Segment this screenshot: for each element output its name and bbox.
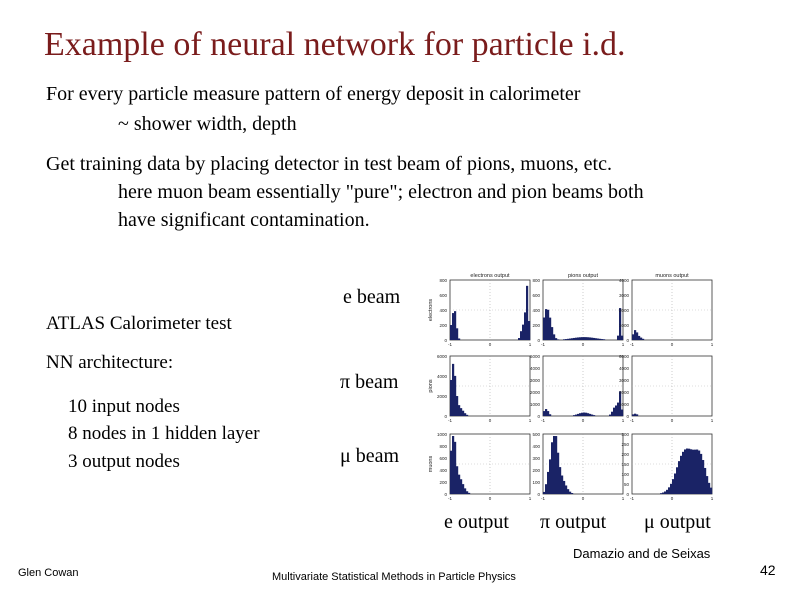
histogram-bar [561,476,563,494]
histogram-bar [684,449,686,494]
y-tick-label: 400 [532,444,540,449]
histogram-bar [621,336,623,340]
x-tick-label: 0 [581,496,585,501]
x-tick-label: -1 [629,496,635,501]
y-tick-label: 4000 [529,366,540,371]
x-tick-label: 0 [670,496,674,501]
y-tick-label: 1000 [618,402,629,407]
histogram-bar [563,339,565,340]
histogram-bar [528,321,530,340]
y-tick-label: 0 [444,492,447,497]
x-tick-label: 0 [488,342,492,347]
y-tick-label: 2000 [436,394,447,399]
histogram-bar [674,473,676,494]
histogram-bar [710,488,712,494]
bullet-line-1: For every particle measure pattern of energy deposit in calorimeter [46,83,581,105]
histogram-figure [420,268,726,504]
page-number: 42 [760,562,776,578]
histogram-bar [682,452,684,494]
y-tick-label: 400 [439,308,447,313]
histogram-bar [577,414,579,416]
histogram-bar [615,405,617,416]
histogram-bar [464,413,466,416]
histogram-bar [589,414,591,416]
histogram-bar [585,337,587,340]
histogram-bar [458,338,460,340]
histogram-bar [545,409,547,416]
histogram-bar [617,336,619,340]
y-tick-label: 200 [439,323,447,328]
histogram-bar [700,454,702,494]
x-tick-label: 1 [621,418,625,423]
histogram-bar [571,338,573,340]
histogram-bar [573,338,575,340]
histogram-bar [577,337,579,340]
histogram-bar [591,415,593,416]
histogram-bar [642,339,644,340]
histogram-bar [579,413,581,416]
histogram-bar [575,338,577,340]
y-tick-label: 2000 [618,308,629,313]
y-tick-label: 500 [532,432,540,437]
histogram-bar [549,414,551,416]
histogram-bar [676,467,678,494]
column-title: muons output [655,273,689,279]
x-tick-label: 1 [528,418,532,423]
histogram-bar [571,493,573,494]
y-tick-label: 0 [444,338,447,343]
histogram-bar [520,331,522,340]
y-tick-label: 200 [439,480,447,485]
histogram-bar [636,414,638,416]
histogram-bar [636,332,638,340]
histogram-bar [547,411,549,416]
histogram-bar [456,328,458,340]
y-tick-label: 6000 [529,354,540,359]
nn-architecture-label: NN architecture: [46,352,174,373]
beam-label-pi: π beam [340,371,399,393]
nn-output-histogram-grid [420,268,726,504]
y-tick-label: 600 [532,293,540,298]
y-tick-label: 1000 [618,323,629,328]
node-line-1: 10 input nodes [68,396,180,417]
x-tick-label: -1 [540,418,546,423]
x-tick-label: -1 [629,418,635,423]
histogram-bar [621,410,623,416]
x-tick-label: 0 [670,342,674,347]
histogram-bar [583,413,585,416]
histogram-bar [462,484,464,494]
histogram-bar [452,364,454,416]
histogram-bar [569,339,571,340]
histogram-bar [573,415,575,416]
histogram-bar [543,318,545,340]
y-tick-label: 100 [532,480,540,485]
histogram-bar [688,449,690,494]
y-tick-label: 600 [439,293,447,298]
x-tick-label: 1 [621,496,625,501]
output-label-pi: π output [540,511,607,533]
slide-title: Example of neural network for particle i.d. [44,26,626,63]
y-tick-label: 0 [537,414,540,419]
y-tick-label: 200 [532,323,540,328]
y-tick-label: 1000 [529,402,540,407]
histogram-bar [450,325,452,340]
y-tick-label: 0 [537,492,540,497]
histogram-bar [611,412,613,416]
histogram-bar [526,286,528,340]
histogram-bar [660,493,662,494]
y-tick-label: 100 [621,472,629,477]
histogram-bar [668,487,670,494]
histogram-bar [567,339,569,340]
footer-author: Glen Cowan [18,567,79,579]
y-tick-label: 150 [621,462,629,467]
bullet-line-2-sub1: here muon beam essentially "pure"; electron and pion beams both [118,181,644,203]
histogram-bar [458,405,460,416]
histogram-bar [609,415,611,416]
histogram-bar [585,413,587,416]
histogram-bar [565,339,567,340]
y-tick-label: 6000 [436,354,447,359]
histogram-bar [597,339,599,340]
histogram-bar [522,325,524,340]
y-tick-label: 800 [439,444,447,449]
column-title: pions output [568,273,598,279]
x-tick-label: -1 [447,342,453,347]
column-title: electrons output [470,273,510,279]
bullet-line-2-sub2: have significant contamination. [118,209,370,231]
histogram-bar [581,413,583,416]
histogram-bar [678,461,680,494]
histogram-bar [702,460,704,494]
histogram-bar [557,339,559,340]
histogram-bar [581,337,583,340]
histogram-bar [704,468,706,494]
histogram-bar [543,411,545,416]
histogram-bar [454,442,456,494]
y-tick-label: 800 [532,278,540,283]
beam-label-e: e beam [343,286,401,308]
x-tick-label: -1 [540,496,546,501]
histogram-bar [543,492,545,494]
histogram-bar [694,450,696,494]
y-tick-label: 200 [532,468,540,473]
histogram-bar [587,413,589,416]
y-tick-label: 4000 [618,278,629,283]
histogram-bar [640,338,642,340]
histogram-bar [551,442,553,494]
histogram-bar [708,483,710,494]
histogram-bar [686,449,688,494]
histogram-bar [670,484,672,494]
histogram-bar [450,380,452,416]
histogram-bar [460,408,462,416]
row-label: electrons [428,298,434,322]
histogram-bar [454,376,456,416]
histogram-bar [634,414,636,416]
histogram-bar [706,476,708,494]
x-tick-label: 1 [621,342,625,347]
y-tick-label: 0 [626,414,629,419]
histogram-bar [575,415,577,416]
x-tick-label: 0 [488,418,492,423]
histogram-bar [462,411,464,416]
output-label-mu: μ output [644,511,711,533]
y-tick-label: 3000 [529,378,540,383]
histogram-bar [557,453,559,494]
x-tick-label: -1 [629,342,635,347]
x-tick-label: -1 [540,342,546,347]
y-tick-label: 300 [532,456,540,461]
histogram-bar [583,337,585,340]
histogram-bar [456,396,458,416]
histogram-bar [579,337,581,340]
y-tick-label: 300 [621,432,629,437]
histogram-bar [518,338,520,340]
x-tick-label: 0 [581,418,585,423]
histogram-bar [545,484,547,494]
beam-label-mu: μ beam [340,445,400,467]
histogram-bar [632,414,634,416]
y-tick-label: 0 [626,338,629,343]
histogram-bar [555,436,557,494]
histogram-bar [468,493,470,494]
y-tick-label: 800 [439,278,447,283]
histogram-bar [524,312,526,340]
x-tick-label: 1 [528,496,532,501]
histogram-bar [553,334,555,340]
histogram-bar [593,338,595,340]
histogram-bar [565,485,567,494]
x-tick-label: -1 [447,496,453,501]
histogram-bar [466,415,468,416]
y-tick-label: 0 [626,492,629,497]
y-tick-label: 4000 [436,374,447,379]
histogram-bar [666,490,668,494]
y-tick-label: 0 [537,338,540,343]
atlas-label: ATLAS Calorimeter test [46,313,232,334]
histogram-bar [450,451,452,494]
bullet-line-2: Get training data by placing detector in test beam of pions, muons, etc. [46,153,612,175]
x-tick-label: 1 [710,342,714,347]
histogram-bar [547,310,549,340]
histogram-bar [662,493,664,494]
histogram-bar [692,450,694,494]
y-tick-label: 6000 [618,354,629,359]
bullet-line-1-sub: ~ shower width, depth [118,113,297,135]
histogram-bar [569,492,571,494]
histogram-bar [632,334,634,340]
histogram-bar [549,318,551,340]
y-tick-label: 2000 [618,390,629,395]
histogram-bar [563,481,565,494]
x-tick-label: -1 [447,418,453,423]
y-tick-label: 400 [532,308,540,313]
histogram-bar [559,467,561,494]
x-tick-label: 1 [528,342,532,347]
histogram-bar [460,479,462,494]
histogram-bar [672,479,674,494]
histogram-bar [593,415,595,416]
y-tick-label: 0 [444,414,447,419]
histogram-bar [680,456,682,494]
histogram-bar [456,466,458,494]
x-tick-label: 1 [710,496,714,501]
y-tick-label: 1000 [436,432,447,437]
y-tick-label: 400 [439,468,447,473]
x-tick-label: 0 [581,342,585,347]
row-label: muons [428,455,434,473]
histogram-bar [454,311,456,340]
histogram-bar [551,327,553,340]
y-tick-label: 250 [621,442,629,447]
x-tick-label: 0 [670,418,674,423]
histogram-bar [589,337,591,340]
histogram-bar [591,338,593,340]
y-tick-label: 4000 [618,366,629,371]
figure-credit: Damazio and de Seixas [573,546,711,561]
y-tick-label: 200 [621,452,629,457]
histogram-bar [696,450,698,494]
y-tick-label: 50 [623,482,629,487]
row-label: pions [428,379,434,393]
histogram-bar [452,313,454,340]
histogram-bar [553,436,555,494]
histogram-bar [587,337,589,340]
y-tick-label: 3000 [618,378,629,383]
histogram-bar [613,408,615,416]
histogram-bar [466,491,468,494]
histogram-bar [634,330,636,340]
node-line-2: 8 nodes in 1 hidden layer [68,423,260,444]
histogram-bar [664,491,666,494]
histogram-bar [595,338,597,340]
histogram-bar [603,339,605,340]
y-tick-label: 3000 [618,293,629,298]
node-line-3: 3 output nodes [68,451,180,472]
histogram-bar [545,309,547,340]
histogram-bar [690,449,692,494]
output-label-e: e output [444,511,509,533]
histogram-bar [452,436,454,494]
histogram-bar [549,459,551,494]
histogram-bar [601,339,603,340]
y-tick-label: 2000 [529,390,540,395]
histogram-bar [458,475,460,494]
x-tick-label: 1 [710,418,714,423]
histogram-bar [567,489,569,494]
histogram-bar [464,488,466,494]
histogram-bar [638,336,640,340]
y-tick-label: 600 [439,456,447,461]
footer-course: Multivariate Statistical Methods in Particle Physics [272,571,516,583]
histogram-bar [555,338,557,340]
x-tick-label: 0 [488,496,492,501]
histogram-bar [599,339,601,340]
histogram-bar [698,451,700,494]
histogram-bar [547,472,549,494]
